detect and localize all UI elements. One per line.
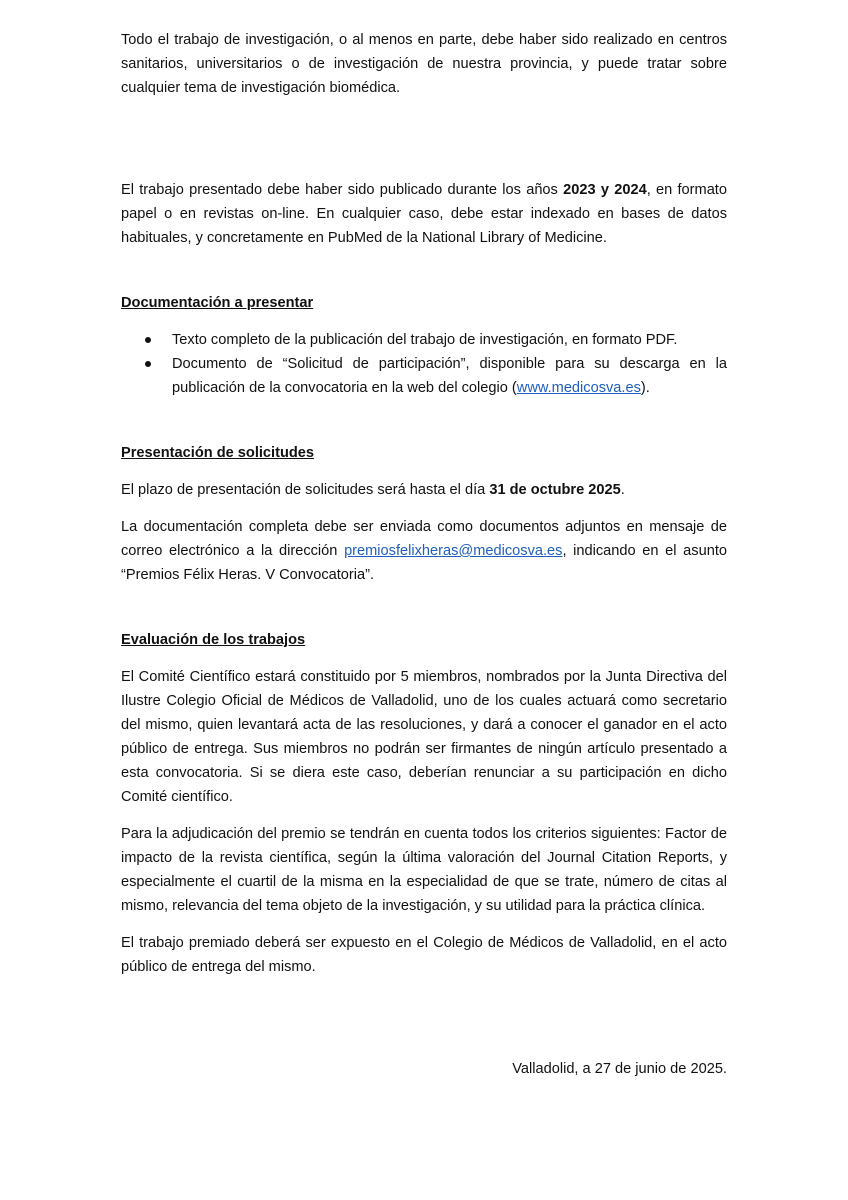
deadline-paragraph	[121, 478, 727, 502]
evaluacion-heading: Evaluación de los trabajos	[121, 632, 306, 648]
list-item-text-after: ).	[640, 380, 650, 396]
committee-paragraph: El Comité Científico estará constituido por 5 miembros, nombrados por la Junta Directiva del Ilustre Colegio Oficial de Médicos de Valladolid, uno de los cuales actuará como secretario del mismo, quien levantará acta de las resoluciones, y dará a conocer el ganador en el acto público de entrega. Sus miembros no podrán ser firmantes de ningún artículo presentado a esta convocatoria. Si se diera este caso, deberían renunciar a su participación en dicho Comité científico.	[121, 669, 727, 805]
list-item-text-before: Documento de “Solicitud de participación”, disponible para su descarga en la publicación de la convocatoria en la web del colegio (	[172, 356, 727, 396]
publication-years-text-before: El trabajo presentado debe haber sido publicado durante los años	[121, 182, 564, 198]
submission-text-before: La documentación completa debe ser enviada como documentos adjuntos en mensaje de correo electrónico a la dirección	[121, 519, 727, 559]
documentacion-heading: Documentación a presentar	[121, 295, 314, 311]
presentacion-heading: Presentación de solicitudes	[121, 445, 315, 461]
deadline-text-after: .	[620, 482, 625, 498]
website-link[interactable]: www.medicosva.es	[516, 380, 641, 396]
deadline-text-before: El plazo de presentación de solicitudes será hasta el día	[121, 482, 490, 498]
publication-years-text-after: , en formato papel o en revistas on-line. En cualquier caso, debe estar indexado en bases de datos habituales, y concretamente en PubMed de la National Library of Medicine.	[121, 182, 727, 246]
intro-paragraph-2	[121, 178, 727, 250]
criteria-paragraph: Para la adjudicación del premio se tendrán en cuenta todos los criterios siguientes: Factor de impacto de la revista científica, según la última valoración del Journal Citation Reports, y especialmente el cuartil de la misma en la especialidad de que se trate, número de citas al mismo, relevancia del tema objeto de la investigación, y su utilidad para la práctica clínica.	[121, 826, 727, 914]
list-item	[121, 352, 727, 400]
document-body	[121, 28, 727, 979]
bullet-icon	[145, 337, 151, 343]
list-item	[121, 328, 727, 352]
intro-paragraph-1: Todo el trabajo de investigación, o al menos en parte, debe haber sido realizado en centros sanitarios, universitarios o de investigación de nuestra provincia, y puede tratar sobre cualquier tema de investigación biomédica.	[121, 32, 727, 96]
place-and-date: Valladolid, a 27 de junio de 2025.	[512, 1061, 727, 1077]
email-link[interactable]: premiosfelixheras@medicosva.es	[344, 543, 563, 559]
documentacion-list	[121, 328, 727, 400]
submission-paragraph	[121, 515, 727, 587]
bullet-icon	[145, 361, 151, 367]
exposition-paragraph: El trabajo premiado deberá ser expuesto en el Colegio de Médicos de Valladolid, en el acto público de entrega del mismo.	[121, 935, 727, 975]
submission-text-after: , indicando en el asunto “Premios Félix Heras. V Convocatoria”.	[121, 543, 727, 583]
publication-years: 2023 y 2024	[563, 182, 647, 198]
list-item-text: Texto completo de la publicación del trabajo de investigación, en formato PDF.	[172, 332, 678, 348]
deadline-date: 31 de octubre 2025	[489, 482, 621, 498]
